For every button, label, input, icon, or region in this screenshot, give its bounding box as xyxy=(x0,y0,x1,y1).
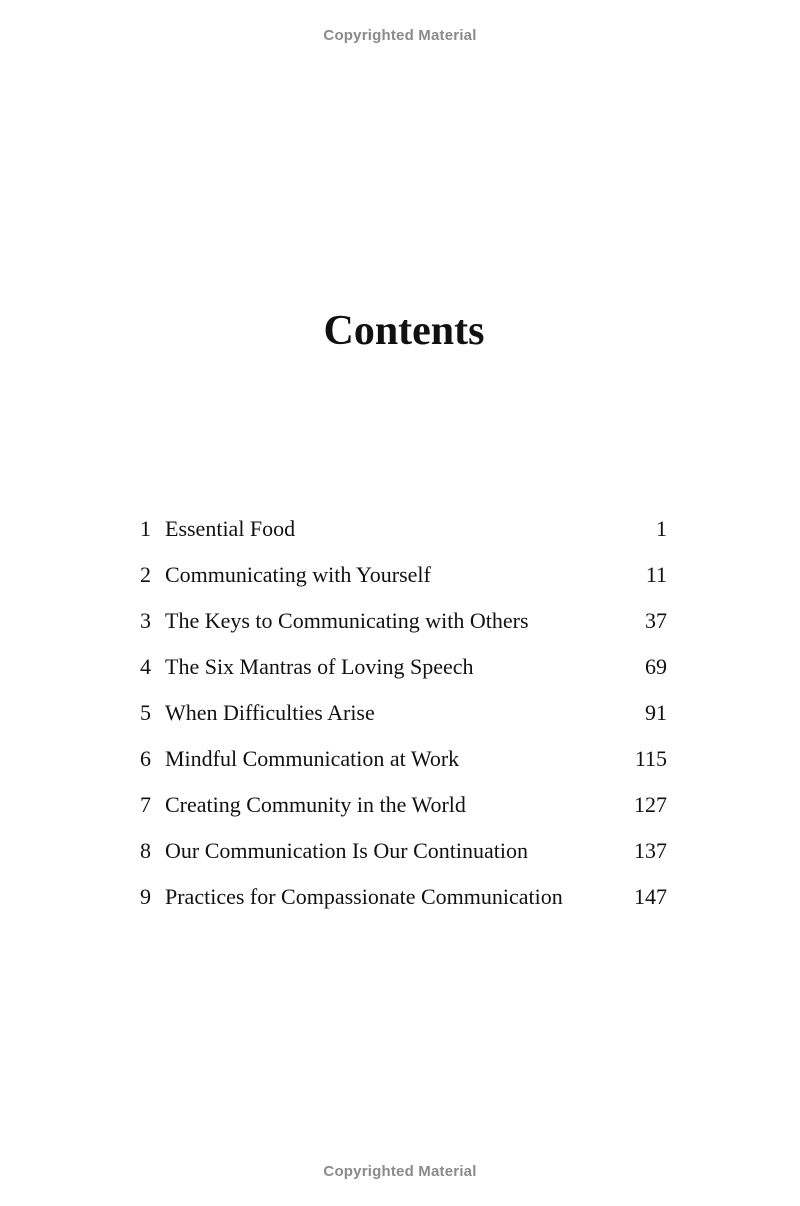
toc-entry xyxy=(140,512,667,558)
chapter-title: The Keys to Communicating with Others xyxy=(165,608,529,633)
toc-entry xyxy=(140,788,667,834)
chapter-number: 7 xyxy=(140,792,151,817)
copyright-watermark-top: Copyrighted Material xyxy=(323,27,477,44)
page-number: 127 xyxy=(634,792,667,817)
toc-entry xyxy=(140,604,667,650)
chapter-title: Our Communication Is Our Continuation xyxy=(165,838,528,863)
page-number: 69 xyxy=(645,654,667,679)
chapter-title: When Difficulties Arise xyxy=(165,700,375,725)
page-number: 11 xyxy=(645,562,667,587)
chapter-number: 8 xyxy=(140,838,151,863)
table-of-contents xyxy=(140,512,667,926)
chapter-number: 5 xyxy=(140,700,151,725)
chapter-number: 6 xyxy=(140,746,151,771)
chapter-number: 9 xyxy=(140,884,151,909)
toc-entry xyxy=(140,742,667,788)
chapter-title: Communicating with Yourself xyxy=(165,562,431,587)
chapter-number: 2 xyxy=(140,562,151,587)
page-title: Contents xyxy=(323,308,485,354)
page-number: 91 xyxy=(645,700,667,725)
chapter-title: Mindful Communication at Work xyxy=(165,746,460,771)
page-number: 37 xyxy=(645,608,667,633)
page-number: 147 xyxy=(634,884,667,909)
toc-entry xyxy=(140,696,667,742)
chapter-title: The Six Mantras of Loving Speech xyxy=(165,654,474,679)
page-number: 115 xyxy=(634,746,667,771)
page-number: 137 xyxy=(634,838,667,863)
chapter-title: Essential Food xyxy=(165,516,296,541)
toc-entry xyxy=(140,558,667,604)
chapter-title: Practices for Compassionate Communication xyxy=(165,884,563,909)
copyright-watermark-bottom: Copyrighted Material xyxy=(323,1163,477,1180)
chapter-number: 4 xyxy=(140,654,151,679)
chapter-number: 3 xyxy=(140,608,151,633)
toc-entry xyxy=(140,880,667,926)
chapter-title: Creating Community in the World xyxy=(165,792,466,817)
toc-entry xyxy=(140,650,667,696)
page-number: 1 xyxy=(656,516,667,541)
toc-entry xyxy=(140,834,667,880)
chapter-number: 1 xyxy=(140,516,151,541)
